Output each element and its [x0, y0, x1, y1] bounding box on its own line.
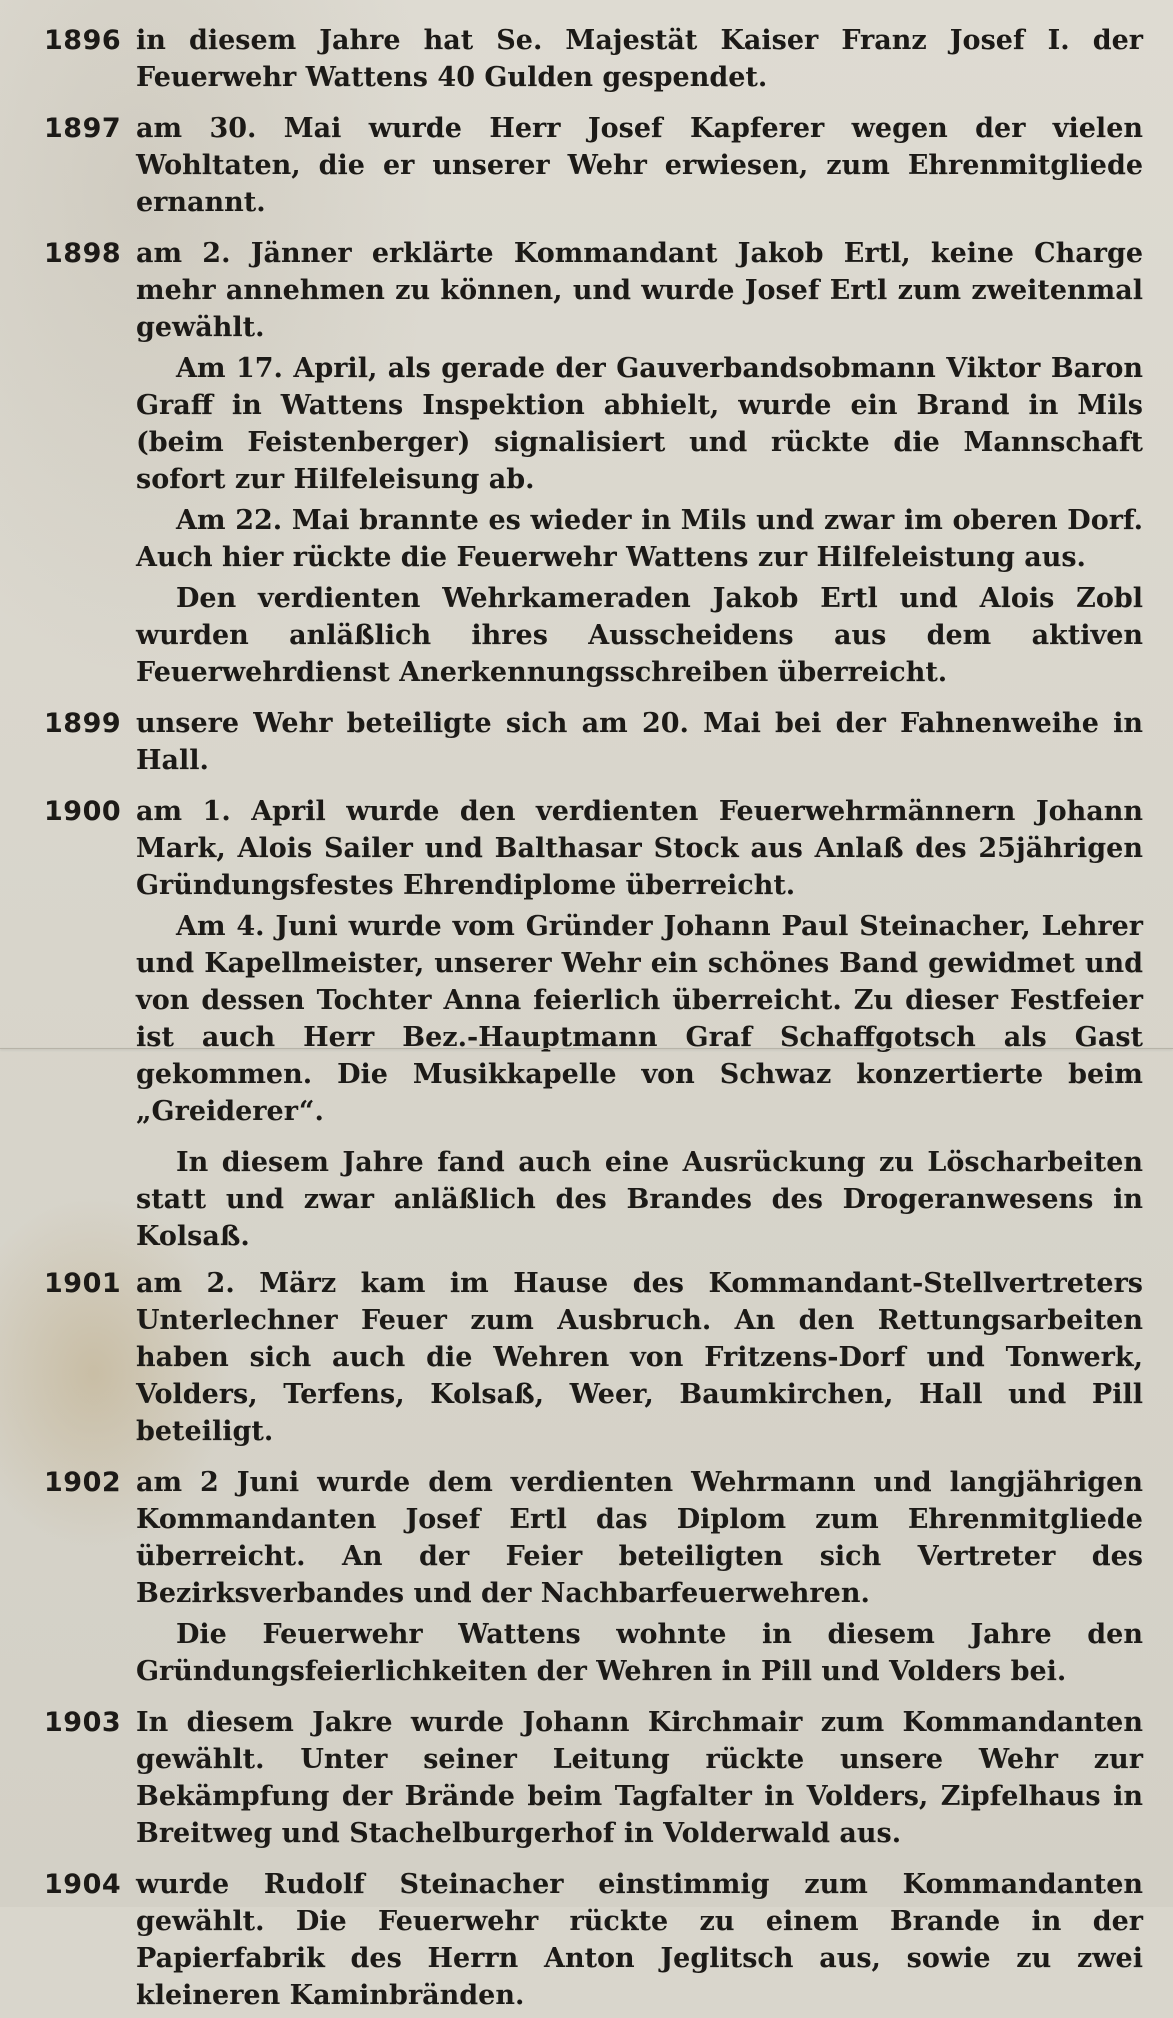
entry-year: 1904 — [44, 1869, 122, 1900]
entry-year: 1901 — [44, 1268, 122, 1299]
entry-1902 — [44, 1464, 1143, 1694]
entry-body — [136, 705, 1143, 783]
page-fold-line — [0, 1048, 1173, 1049]
entry-1899 — [44, 705, 1143, 783]
entry-paragraph: Am 4. Juni wurde vom Gründer Johann Paul Steinacher, Lehrer und Kapellmeister, unserer Wehr ein schönes Band gewidmet und von dessen Tochter Anna feierlich überreicht. Zu dieser Festfeier ist auch Herr Bez.-Hauptmann Graf Schaffgotsch als Gast gekommen. Die Musikkapelle von Schwaz konzertierte beim „Greiderer“. — [136, 911, 1143, 1127]
entry-year: 1897 — [44, 113, 122, 144]
entry-1904 — [44, 1866, 1143, 2018]
entry-1898 — [44, 235, 1143, 695]
entry-body — [136, 235, 1143, 695]
entry-body — [136, 22, 1143, 100]
entry-paragraph: am 30. Mai wurde Herr Josef Kapferer wegen der vielen Wohltaten, die er unserer Wehr erwiesen, zum Ehrenmitgliede ernannt. — [136, 113, 1143, 218]
entry-paragraph: am 1. April wurde den verdienten Feuerwehrmännern Johann Mark, Alois Sailer und Balthasar Stock aus Anlaß des 25jährigen Gründungsfestes Ehrendiplome überreicht. — [136, 796, 1143, 901]
entry-body — [136, 1464, 1143, 1694]
entry-paragraph: am 2 Juni wurde dem verdienten Wehrmann und langjährigen Kommandanten Josef Ertl das Diplom zum Ehrenmitgliede überreicht. An der Feier beteiligten sich Vertreter des Bezirksverbandes und der Nachbarfeuerwehren. — [136, 1467, 1143, 1609]
entry-1900-continuation — [136, 1144, 1143, 1255]
entry-paragraph: unsere Wehr beteiligte sich am 20. Mai bei der Fahnenweihe in Hall. — [136, 708, 1143, 776]
entry-body — [136, 1265, 1143, 1454]
entry-1901 — [44, 1265, 1143, 1454]
entry-paragraph: In diesem Jakre wurde Johann Kirchmair zum Kommandanten gewählt. Unter seiner Leitung rückte unsere Wehr zur Bekämpfung der Brände beim Tagfalter in Volders, Zipfelhaus in Breitweg und Stachelburgerhof in Volderwald aus. — [136, 1707, 1143, 1849]
entry-body — [136, 1704, 1143, 1856]
entry-paragraph: Den verdienten Wehrkameraden Jakob Ertl und Alois Zobl wurden anläßlich ihres Ausscheidens aus dem aktiven Feuerwehrdienst Anerkennungsschreiben überreicht. — [136, 583, 1143, 688]
entry-1903 — [44, 1704, 1143, 1856]
entry-1900 — [44, 793, 1143, 1134]
entry-paragraph: Die Feuerwehr Wattens wohnte in diesem Jahre den Gründungsfeierlichkeiten der Wehren in Pill und Volders bei. — [136, 1619, 1143, 1687]
entry-1897 — [44, 110, 1143, 225]
entry-year: 1898 — [44, 238, 122, 269]
entry-body — [136, 1866, 1143, 2018]
entry-paragraph: Am 17. April, als gerade der Gauverbandsobmann Viktor Baron Graff in Wattens Inspektion abhielt, wurde ein Brand in Mils (beim Feistenberger) signalisiert und rückte die Mannschaft sofort zur Hilfeleisung ab. — [136, 353, 1143, 495]
entry-paragraph: Am 22. Mai brannte es wieder in Mils und zwar im oberen Dorf. Auch hier rückte die Feuerwehr Wattens zur Hilfeleistung aus. — [136, 505, 1143, 573]
entry-paragraph: am 2. März kam im Hause des Kommandant-Stellvertreters Unterlechner Feuer zum Ausbruch. An den Rettungsarbeiten haben sich auch die Wehren von Fritzens-Dorf und Tonwerk, Volders, Terfens, Kolsaß, Weer, Baumkirchen, Hall und Pill beteiligt. — [136, 1268, 1143, 1447]
entry-paragraph: in diesem Jahre hat Se. Majestät Kaiser Franz Josef I. der Feuerwehr Wattens 40 Gulden gespendet. — [136, 25, 1143, 93]
entry-year: 1903 — [44, 1707, 122, 1738]
entry-year: 1902 — [44, 1467, 122, 1498]
entry-body — [136, 110, 1143, 225]
entry-year: 1900 — [44, 796, 122, 827]
entry-body — [136, 793, 1143, 1134]
entry-paragraph: am 2. Jänner erklärte Kommandant Jakob Ertl, keine Charge mehr annehmen zu können, und wurde Josef Ertl zum zweitenmal gewählt. — [136, 238, 1143, 343]
entry-year: 1899 — [44, 708, 122, 739]
entry-paragraph: In diesem Jahre fand auch eine Ausrückung zu Löscharbeiten statt und zwar anläßlich des Brandes des Drogeranwesens in Kolsaß. — [136, 1147, 1143, 1252]
entry-year: 1896 — [44, 25, 122, 56]
entry-paragraph: wurde Rudolf Steinacher einstimmig zum Kommandanten gewählt. Die Feuerwehr rückte zu einem Brande in der Papierfabrik des Herrn Anton Jeglitsch aus, sowie zu zwei kleineren Kaminbränden. — [136, 1869, 1143, 2011]
entry-1896 — [44, 22, 1143, 100]
